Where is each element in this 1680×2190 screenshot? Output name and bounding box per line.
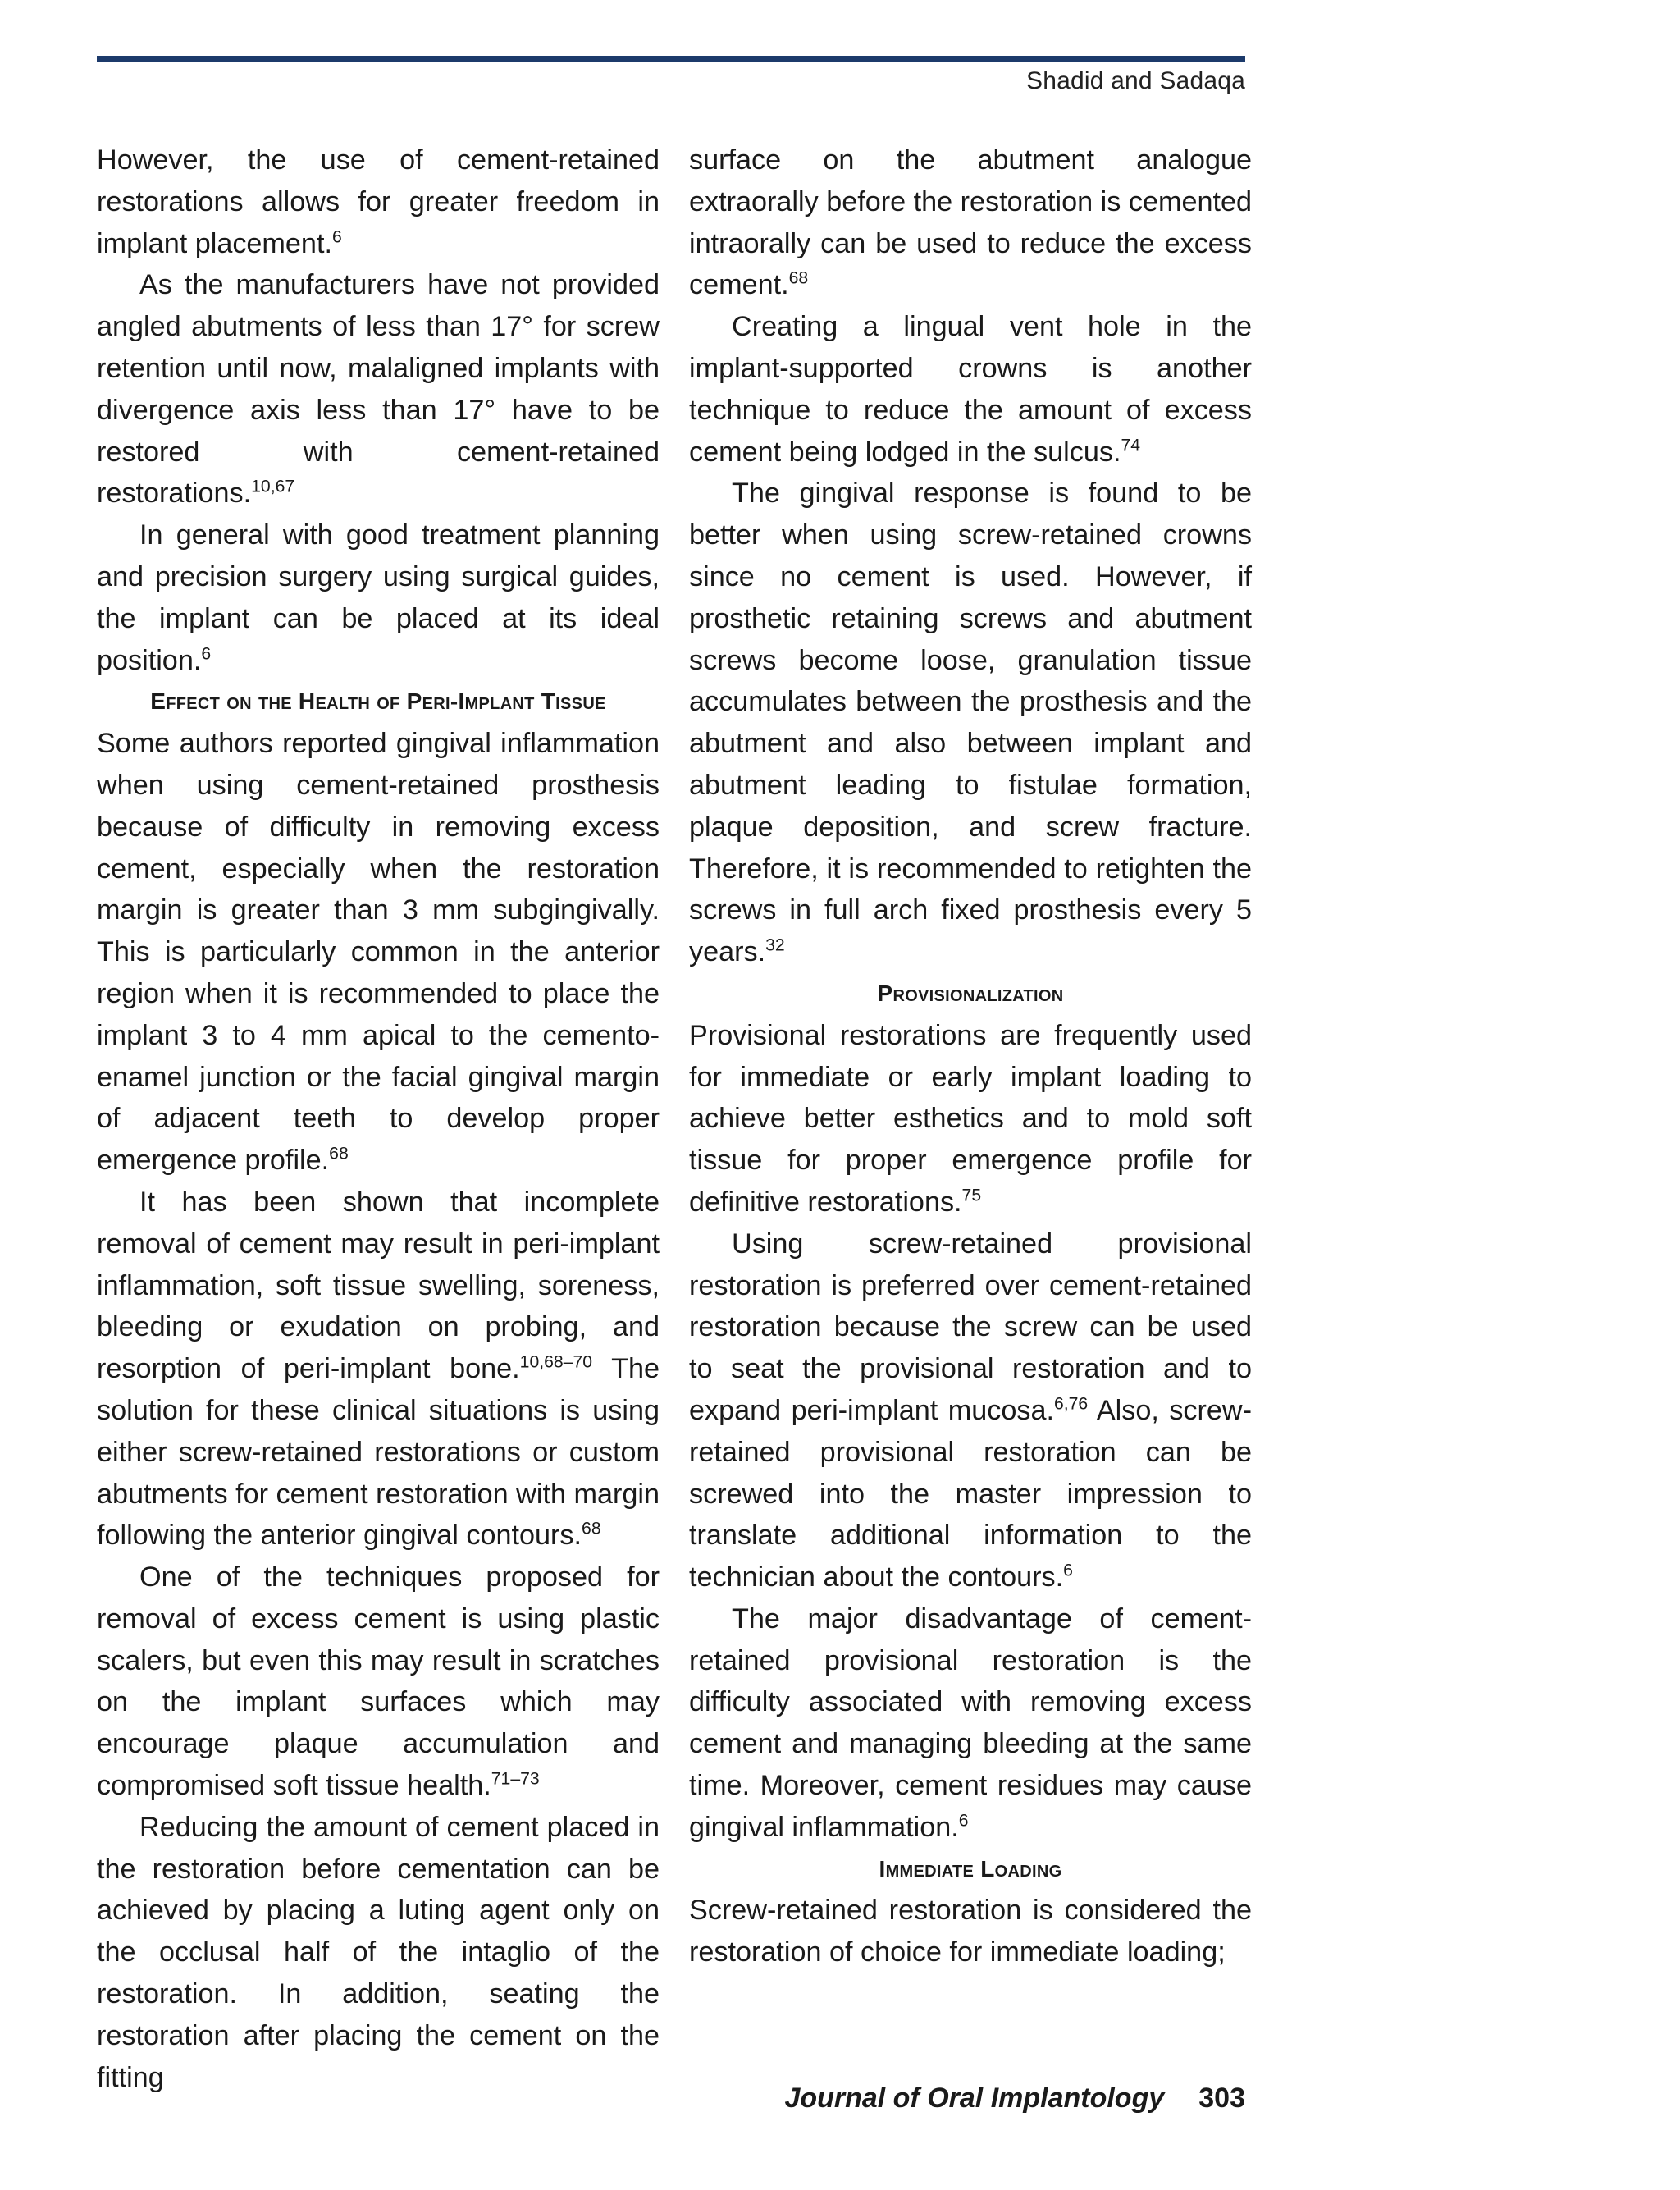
citation: 10,68–70 [519, 1352, 593, 1372]
top-rule [97, 56, 1245, 62]
citation: 6 [331, 227, 342, 247]
left-column [97, 139, 660, 2098]
paragraph: As the manufacturers have not provided angled abutments of less than 17° for screw retention until now, malaligned implants with divergence axis less than 17° have to be restored with cement-retained restorations.$^{10,67}$ [97, 269, 660, 510]
paragraph: The major disadvantage of cement-retained provisional restoration is the difficulty associated with removing excess cement and managing bleeding at the same time. Moreover, cement residues may cause gingival inflammation.$^6$ [689, 1602, 1252, 1843]
paragraph: Using screw-retained provisional restoration is preferred over cement-retained restoration because the screw can be used to seat the provisional restoration and to expand peri-implant mucosa.$^{6,76}$ Also, screw-retained provisional restoration can be screwed into the master impression to translate additional information to the technician about the contours.$^6$ [689, 1228, 1252, 1593]
citation: 68 [329, 1144, 349, 1164]
citation: 6 [958, 1811, 969, 1831]
paragraph: Screw-retained restoration is considered the restoration of choice for immediate loading; [689, 1895, 1252, 1968]
paragraph: One of the techniques proposed for removal of excess cement is using plastic scalers, but even this may result in scratches on the implant surfaces which may encourage plaque accumulation and compromised soft tissue health.$^{71-73}$ [97, 1561, 660, 1802]
section-heading-provisionalization: Provisionalization [877, 980, 1064, 1006]
right-column [689, 139, 1252, 1973]
running-head: Shadid and Sadaqa [1026, 67, 1245, 94]
paragraph: Reducing the amount of cement placed in the restoration before cementation can be achieved by placing a luting agent only on the occlusal half of the intaglio of the restoration. In addition, seating the restoration after placing the cement on the fitting [97, 1811, 660, 2093]
citation: 6,76 [1053, 1394, 1089, 1414]
page-number: 303 [1198, 2083, 1245, 2114]
citation: 68 [788, 269, 809, 288]
paragraph: The gingival response is found to be better when using screw-retained crowns since no cement is used. However, if prosthetic retaining screws and abutment screws become loose, granulation tissue accumulates between the prosthesis and the abutment and also between implant and abutment leading to fistulae formation, plaque deposition, and screw fracture. Therefore, it is recommended to retighten the screws in full arch fixed prosthesis every 5 years.$^{32}$ [689, 478, 1252, 968]
citation: 74 [1121, 436, 1141, 455]
citation: 10,67 [251, 477, 295, 496]
paragraph: In general with good treatment planning and precision surgery using surgical guides, the implant can be placed at its ideal position.$^6$ [97, 519, 660, 676]
paragraph: Provisional restorations are frequently used for immediate or early implant loading to achieve better esthetics and to mold soft tissue for proper emergence profile for definitive restorations.$^{75}$ [689, 1019, 1252, 1218]
page-footer [784, 2083, 1245, 2115]
paragraph: However, the use of cement-retained restorations allows for greater freedom in implant placement.$^6$ [97, 144, 660, 259]
citation: 32 [765, 935, 785, 955]
section-heading-immediate-loading: Immediate Loading [879, 1855, 1062, 1881]
citation: 71–73 [491, 1769, 540, 1789]
citation: 75 [961, 1186, 982, 1205]
paragraph: It has been shown that incomplete removal of cement may result in peri-implant inflammation, soft tissue swelling, soreness, bleeding or exudation on probing, and resorption of peri-implant bone.$^{10,68-70}$ The solution for these clinical situations is using either screw-retained restorations or custom abutments for cement restoration with margin following the anterior gingival contours.$^{68}$ [97, 1186, 660, 1552]
citation: 68 [582, 1519, 601, 1538]
citation: 6 [201, 644, 212, 664]
journal-name: Journal of Oral Implantology [784, 2083, 1165, 2114]
section-heading-peri-implant: Effect on the Health of Peri-Implant Tissue [150, 688, 606, 715]
citation: 6 [1063, 1561, 1073, 1580]
paragraph: Some authors reported gingival inflammation when using cement-retained prosthesis because of difficulty in removing excess cement, especially when the restoration margin is greater than 3 mm subgingivally. This is particularly common in the anterior region when it is recommended to place the implant 3 to 4 mm apical to the cemento-enamel junction or the facial gingival margin of adjacent teeth to develop proper emergence profile.$^{68}$ [97, 728, 660, 1177]
paragraph: surface on the abutment analogue extraorally before the restoration is cemented intraorally can be used to reduce the excess cement.$^{68}$ [689, 144, 1253, 301]
paragraph: Creating a lingual vent hole in the implant-supported crowns is another technique to reduce the amount of excess cement being lodged in the sulcus.$^{74}$ [689, 311, 1252, 468]
